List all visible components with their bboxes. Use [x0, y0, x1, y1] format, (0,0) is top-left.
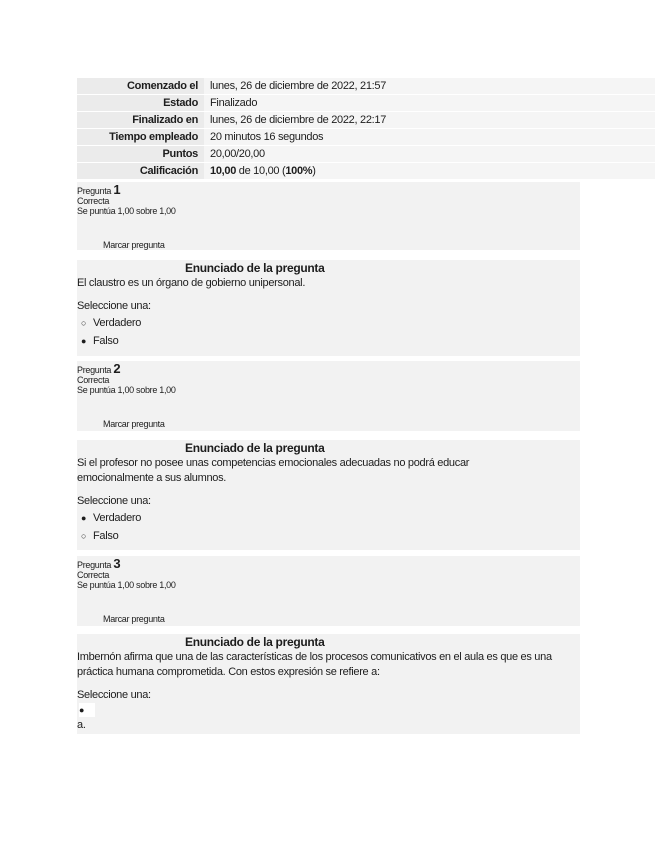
question-text: El claustro es un órgano de gobierno unipersonal. [77, 277, 306, 289]
answer-prompt: Seleccione una: [77, 300, 151, 312]
radio-unchecked-icon[interactable]: ○ [81, 318, 87, 328]
summary-key: Finalizado en [77, 112, 204, 129]
question-score: Se puntúa 1,00 sobre 1,00 [77, 385, 176, 395]
summary-key: Tiempo empleado [77, 129, 204, 146]
question-number: 1 [113, 182, 121, 197]
radio-checked-icon[interactable]: ● [81, 336, 87, 346]
question-3-content [77, 634, 580, 734]
answer-option[interactable] [77, 527, 580, 545]
answer-label: Verdadero [93, 512, 142, 524]
question-2-content [77, 440, 580, 550]
question-label: Pregunta [77, 365, 112, 375]
answer-option[interactable] [77, 332, 580, 350]
answer-label: Verdadero [93, 317, 142, 329]
flag-question-link[interactable]: Marcar pregunta [103, 419, 165, 429]
summary-value: 20,00/20,00 [204, 146, 655, 163]
summary-value: lunes, 26 de diciembre de 2022, 21:57 [204, 78, 655, 95]
question-3-info [77, 556, 580, 626]
radio-unchecked-icon[interactable]: ○ [81, 531, 87, 541]
answer-label: Falso [93, 530, 119, 542]
grade-value: 10,00 [210, 165, 237, 177]
question-1-content [77, 260, 580, 356]
answer-label: Falso [93, 335, 119, 347]
summary-row-points [77, 146, 655, 163]
attempt-summary-table [77, 78, 655, 180]
question-text: Imbernón afirma que una de las características de los procesos comunicativos en el aula es que es una práctica humana comprometida. Con estos expresión se refiere a: [77, 651, 552, 678]
radio-checked-icon[interactable]: ● [79, 703, 95, 717]
radio-checked-icon[interactable]: ● [81, 513, 87, 523]
flag-question-link[interactable]: Marcar pregunta [103, 240, 165, 250]
question-state: Correcta [77, 196, 110, 206]
answer-option[interactable] [77, 703, 580, 717]
grade-mid: de 10,00 ( [236, 165, 286, 177]
summary-value: 20 minutos 16 segundos [204, 129, 655, 146]
grade-percent: 100% [285, 165, 313, 177]
summary-key: Puntos [77, 146, 204, 163]
answer-option[interactable] [77, 509, 580, 527]
answer-prompt: Seleccione una: [77, 689, 151, 701]
summary-key: Estado [77, 95, 204, 112]
question-heading: Enunciado de la pregunta [185, 261, 325, 275]
question-score: Se puntúa 1,00 sobre 1,00 [77, 580, 176, 590]
question-text: Si el profesor no posee unas competencias emocionales adecuadas no podrá educar emocionalmente a sus alumnos. [77, 457, 470, 484]
summary-key: Comenzado el [77, 78, 204, 95]
question-heading: Enunciado de la pregunta [185, 635, 325, 649]
question-number: 3 [113, 556, 121, 571]
answer-option[interactable] [77, 314, 580, 332]
answer-prompt: Seleccione una: [77, 495, 151, 507]
grade-end: ) [312, 165, 316, 177]
question-state: Correcta [77, 570, 110, 580]
question-1-info [77, 182, 580, 250]
summary-row-state [77, 95, 655, 112]
question-heading: Enunciado de la pregunta [185, 441, 325, 455]
summary-row-time [77, 129, 655, 146]
question-label: Pregunta [77, 186, 112, 196]
summary-row-finished [77, 112, 655, 129]
question-number: 2 [113, 361, 121, 376]
summary-value [204, 163, 655, 180]
summary-row-started [77, 78, 655, 95]
summary-row-grade [77, 163, 655, 180]
question-label: Pregunta [77, 560, 112, 570]
summary-key: Calificación [77, 163, 204, 180]
question-state: Correcta [77, 375, 110, 385]
question-2-info [77, 361, 580, 431]
question-score: Se puntúa 1,00 sobre 1,00 [77, 206, 176, 216]
summary-value: lunes, 26 de diciembre de 2022, 22:17 [204, 112, 655, 129]
flag-question-link[interactable]: Marcar pregunta [103, 614, 165, 624]
summary-value: Finalizado [204, 95, 655, 112]
answer-label: a. [77, 719, 86, 731]
